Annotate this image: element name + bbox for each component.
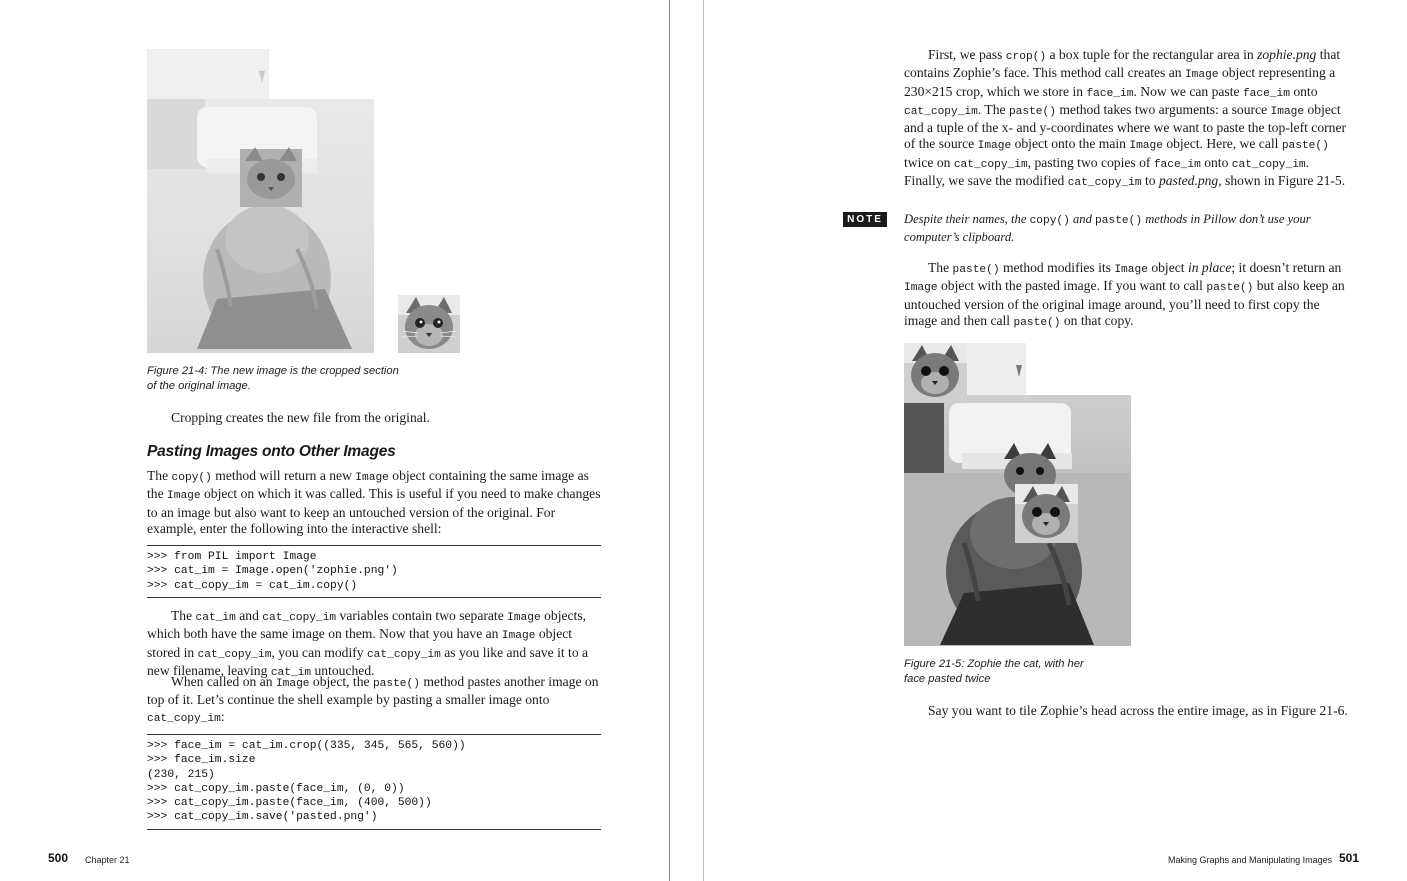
figure-21-4-cropped-face-photo: [398, 295, 460, 353]
gutter-line: [669, 0, 670, 881]
caption-line: face pasted twice: [904, 672, 991, 685]
code-line: >>> cat_copy_im.paste(face_im, (0, 0)): [147, 782, 405, 795]
note-badge: NOTE: [843, 212, 887, 227]
note-text: Despite their names, the copy() and paste() methods in Pillow don’t use your computer’s clipboard.: [904, 212, 1311, 244]
figure-21-4-original-photo: [147, 49, 374, 353]
figure-21-5-pasted-photo: [904, 343, 1131, 646]
page-number: 500: [48, 851, 69, 865]
code-line: >>> from PIL import Image: [147, 551, 317, 563]
paragraph-paste-method: When called on an Image object, the paste() method pastes another image on top of it. Let’s continue the shell example by pasting a smaller image onto cat_copy_im:: [147, 674, 599, 725]
paragraph-variables: The cat_im and cat_copy_im variables contain two separate Image objects, which both have the same image on them. Now that you have an Image object stored in cat_copy_im, you can modify cat_copy_im as you like and save it to a new filename, leaving cat_im untouched.: [147, 608, 589, 679]
running-footer: Making Graphs and Manipulating Images: [1168, 855, 1333, 865]
paragraph-tile: Say you want to tile Zophie’s head across the entire image, as in Figure 21-6.: [928, 703, 1348, 718]
code-line: >>> cat_copy_im.save('pasted.png'): [147, 811, 378, 824]
caption-line: Figure 21-4: The new image is the cropped section: [147, 365, 399, 377]
code-line: >>> cat_copy_im = cat_im.copy(): [147, 579, 358, 592]
code-line: (230, 215): [147, 768, 215, 781]
code-line: >>> face_im = cat_im.crop((335, 345, 565, 560)): [147, 740, 466, 752]
figure-21-4-caption: [147, 364, 447, 393]
code-block-copy: [147, 545, 601, 598]
paragraph-copy-method: The copy() method will return a new Image object containing the same image as the Image object on which it was called. This is useful if you need to make changes to an image but also want to keep an untouched version of the original. For example, enter the following into the interactive shell:: [147, 468, 601, 536]
code-line: >>> cat_im = Image.open('zophie.png'): [147, 565, 398, 578]
paragraph-in-place: The paste() method modifies its Image object in place; it doesn’t return an Image object with the pasted image. If you want to call paste() but also keep an untouched version of the original image around, you’ll need to first copy the image and then call paste() on that copy.: [904, 260, 1345, 329]
figure-21-5-caption: [904, 657, 1204, 686]
code-block-paste: [147, 734, 601, 830]
left-page: [0, 0, 669, 881]
caption-line: of the original image.: [147, 379, 251, 392]
code-line: >>> face_im.size: [147, 754, 256, 767]
section-heading: Pasting Images onto Other Images: [147, 443, 396, 460]
right-page: [737, 0, 1407, 881]
paragraph-cropping: Cropping creates the new file from the original.: [171, 410, 430, 425]
paragraph-first-crop: First, we pass crop() a box tuple for the rectangular area in zophie.png that contains Zophie’s face. This method call creates an Image object representing a 230×215 crop, which we store in face_im. Now we can paste face_im onto cat_copy_im. The paste() method takes two arguments: a source Image object and a tuple of the x- and y-coordinates where we want to paste the top-left corner of the source Image object onto the main Image object. Here, we call paste() twice on cat_copy_im, pasting two copies of face_im onto cat_copy_im. Finally, we save the modified cat_copy_im to pasted.png, shown in Figure 21-5.: [904, 47, 1347, 190]
caption-line: Figure 21-5: Zophie the cat, with her: [904, 658, 1084, 670]
page-number: 501: [1339, 851, 1360, 865]
code-line: >>> cat_copy_im.paste(face_im, (400, 500)): [147, 797, 432, 810]
running-footer: Chapter 21: [85, 855, 130, 865]
gutter-line: [703, 0, 704, 881]
